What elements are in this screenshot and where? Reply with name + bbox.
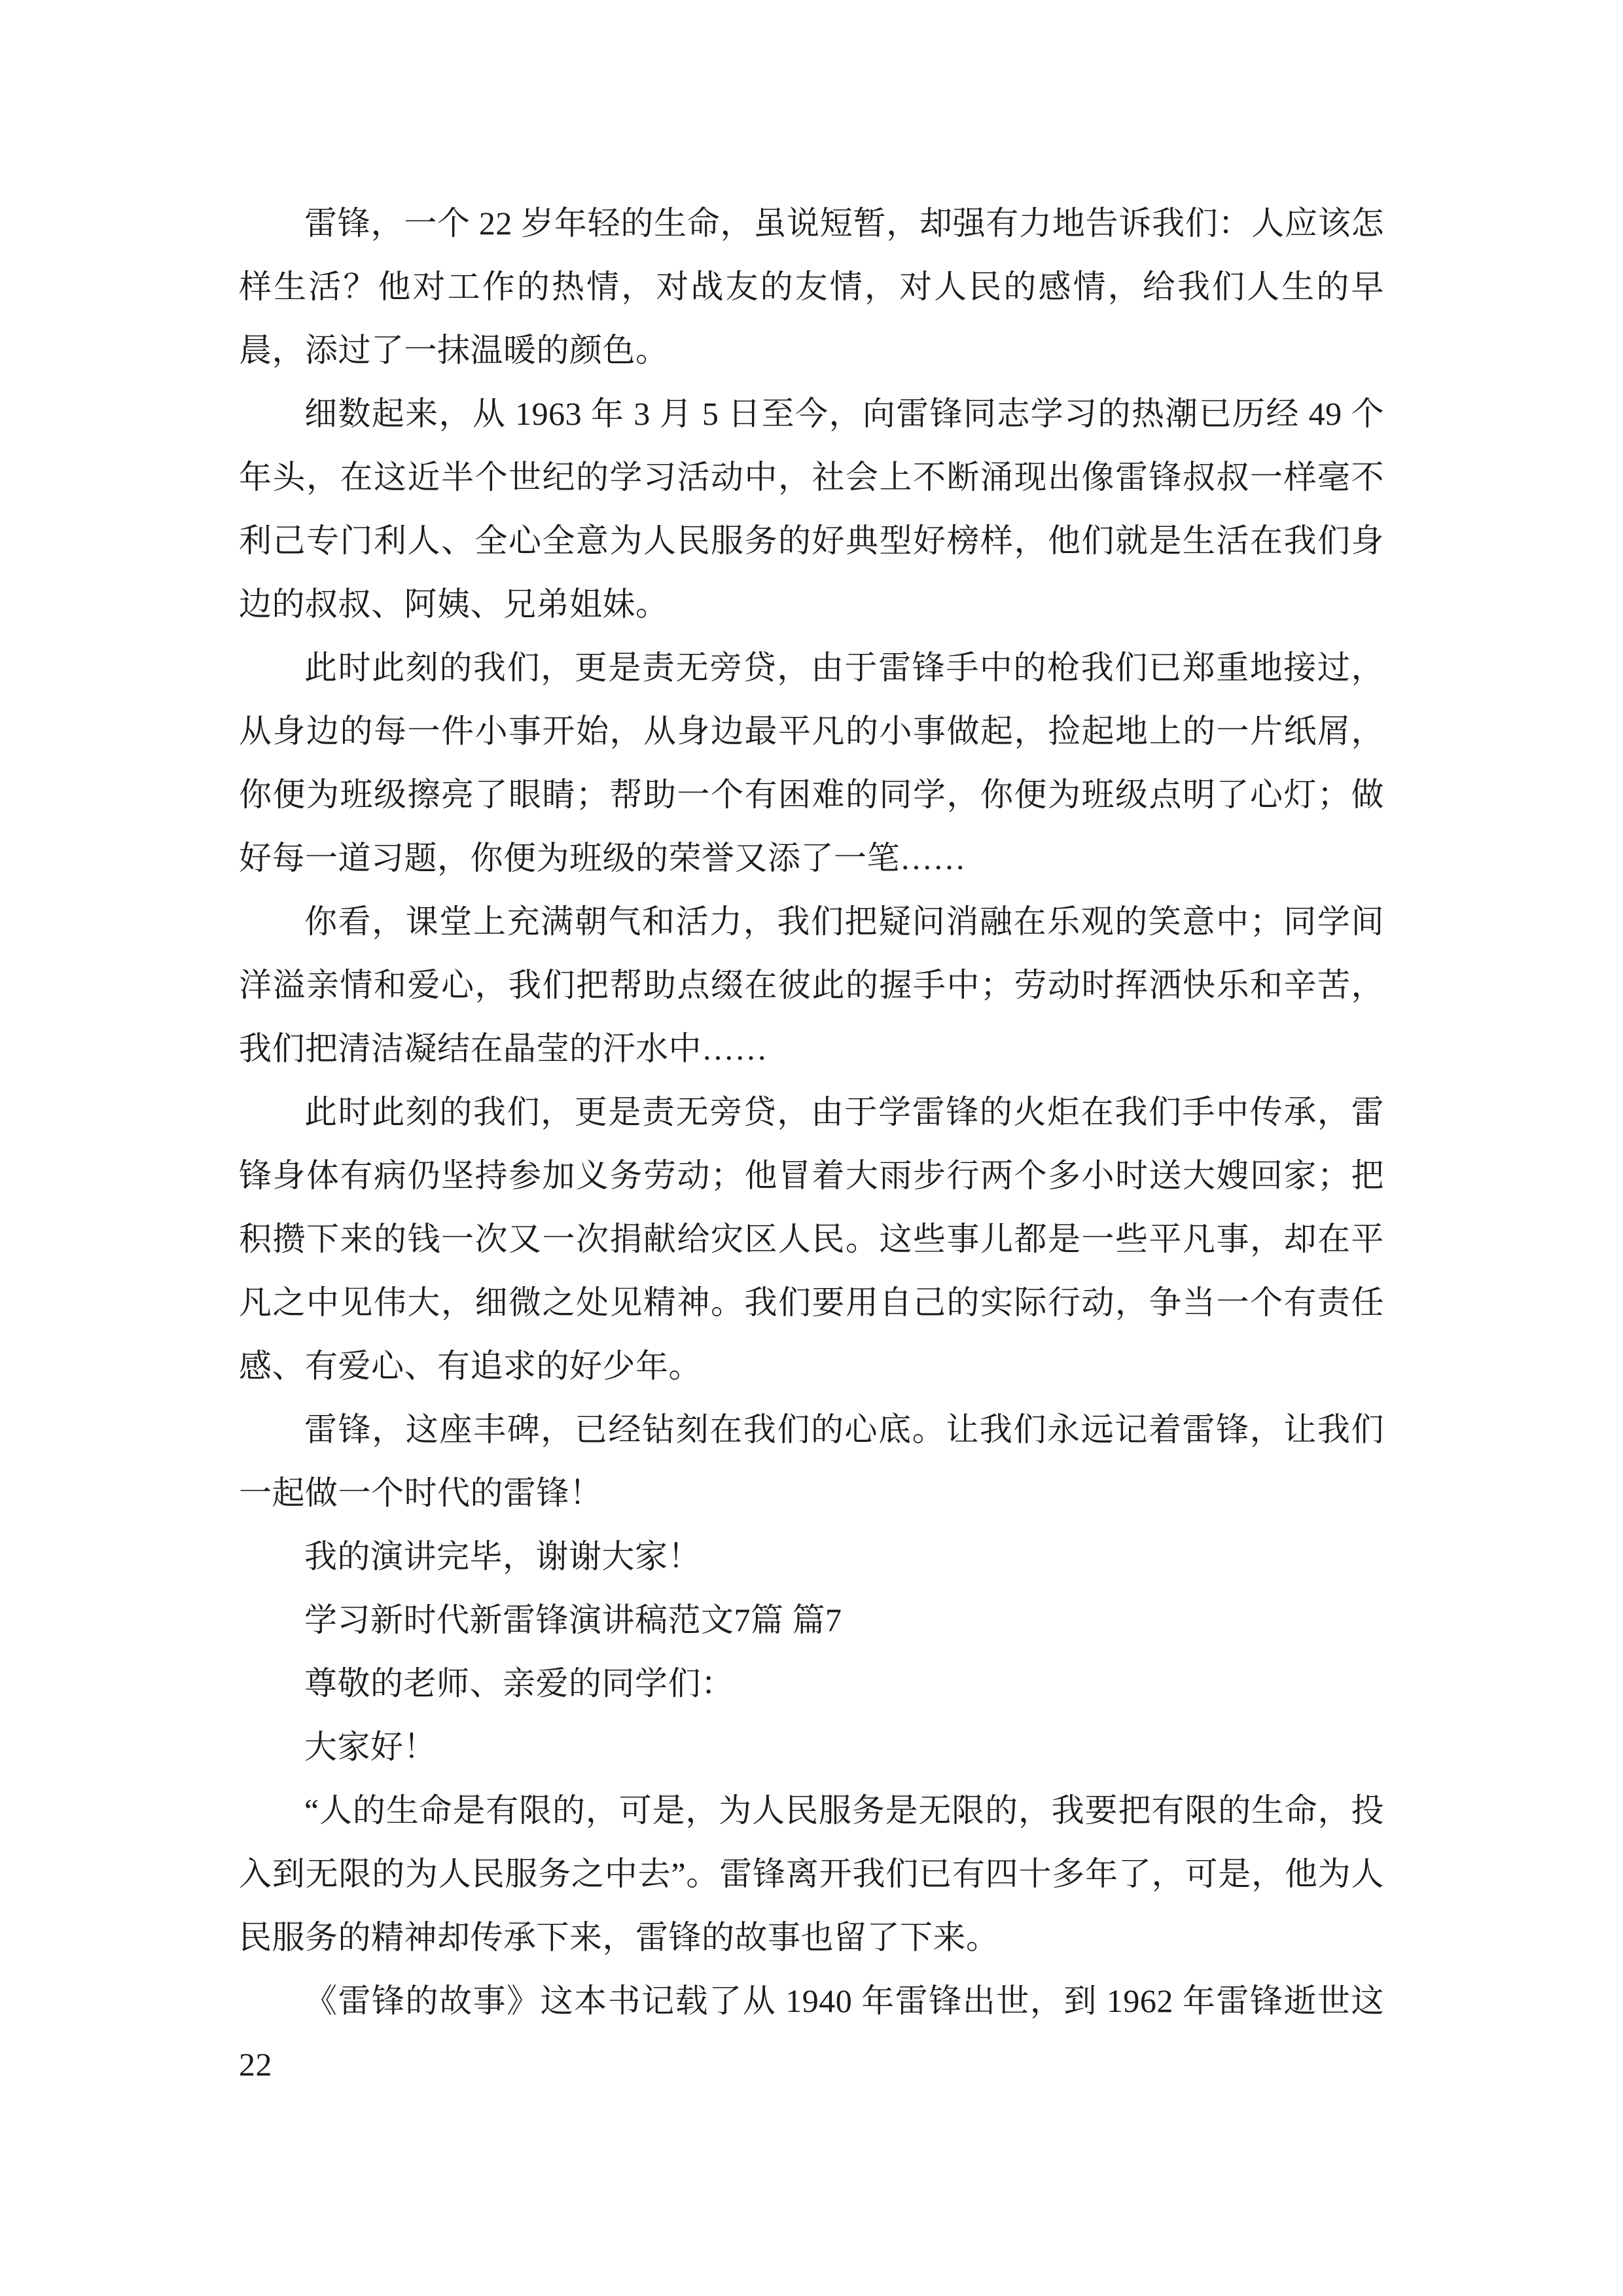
paragraph-monument: 雷锋，这座丰碑，已经钻刻在我们的心底。让我们永远记着雷锋，让我们一起做一个时代的雷锋！	[239, 1411, 1384, 1511]
paragraph-torch-inheritance: 此时此刻的我们，更是责无旁贷，由于学雷锋的火炬在我们手中传承，雷锋身体有病仍坚持参加义务劳动；他冒着大雨步行两个多小时送大嫂回家；把积攒下来的钱一次又一次捐献给灾区人民。这些事儿都是一些平凡事，却在平凡之中见伟大，细微之处见精神。我们要用自己的实际行动，争当一个有责任感、有爱心、有追求的好少年。	[239, 1094, 1384, 1384]
greeting: 大家好！	[304, 1729, 437, 1765]
paragraph-leifeng-life: 雷锋，一个 22 岁年轻的生命，虽说短暂，却强有力地告诉我们：人应该怎样生活？他对工作的热情，对战友的友情，对人民的感情，给我们人生的早晨，添过了一抹温暖的颜色。	[239, 205, 1384, 368]
salutation: 尊敬的老师、亲爱的同学们：	[304, 1665, 734, 1702]
section-heading-part7: 学习新时代新雷锋演讲稿范文7篇 篇7	[304, 1602, 842, 1638]
paragraph-leifeng-story-book: 《雷锋的故事》这本书记载了从 1940 年雷锋出世，到 1962 年雷锋逝世这 22	[239, 1982, 1384, 2083]
paragraph-our-duty-deeds: 此时此刻的我们，更是责无旁贷，由于雷锋手中的枪我们已郑重地接过，从身边的每一件小事开始，从身边最平凡的小事做起，捡起地上的一片纸屑，你便为班级擦亮了眼睛；帮助一个有困难的同学，你便为班级点明了心灯；做好每一道习题，你便为班级的荣誉又添了一笔……	[239, 649, 1384, 876]
paragraph-closing-thanks: 我的演讲完毕，谢谢大家！	[304, 1538, 701, 1575]
paragraph-learning-history: 细数起来，从 1963 年 3 月 5 日至今，向雷锋同志学习的热潮已历经 49 个年头，在这近半个世纪的学习活动中，社会上不断涌现出像雷锋叔叔一样毫不利己专门利人、全心全意为人民服务的好典型好榜样，他们就是生活在我们身边的叔叔、阿姨、兄弟姐妹。	[239, 395, 1384, 622]
paragraph-quote-service: “人的生命是有限的，可是，为人民服务是无限的，我要把有限的生命，投入到无限的为人民服务之中去”。雷锋离开我们已有四十多年了，可是，他为人民服务的精神却传承下来，雷锋的故事也留了下来。	[239, 1792, 1384, 1956]
paragraph-classroom-scenes: 你看，课堂上充满朝气和活力，我们把疑问消融在乐观的笑意中；同学间洋溢亲情和爱心，我们把帮助点缀在彼此的握手中；劳动时挥洒快乐和辛苦，我们把清洁凝结在晶莹的汗水中……	[239, 903, 1384, 1067]
